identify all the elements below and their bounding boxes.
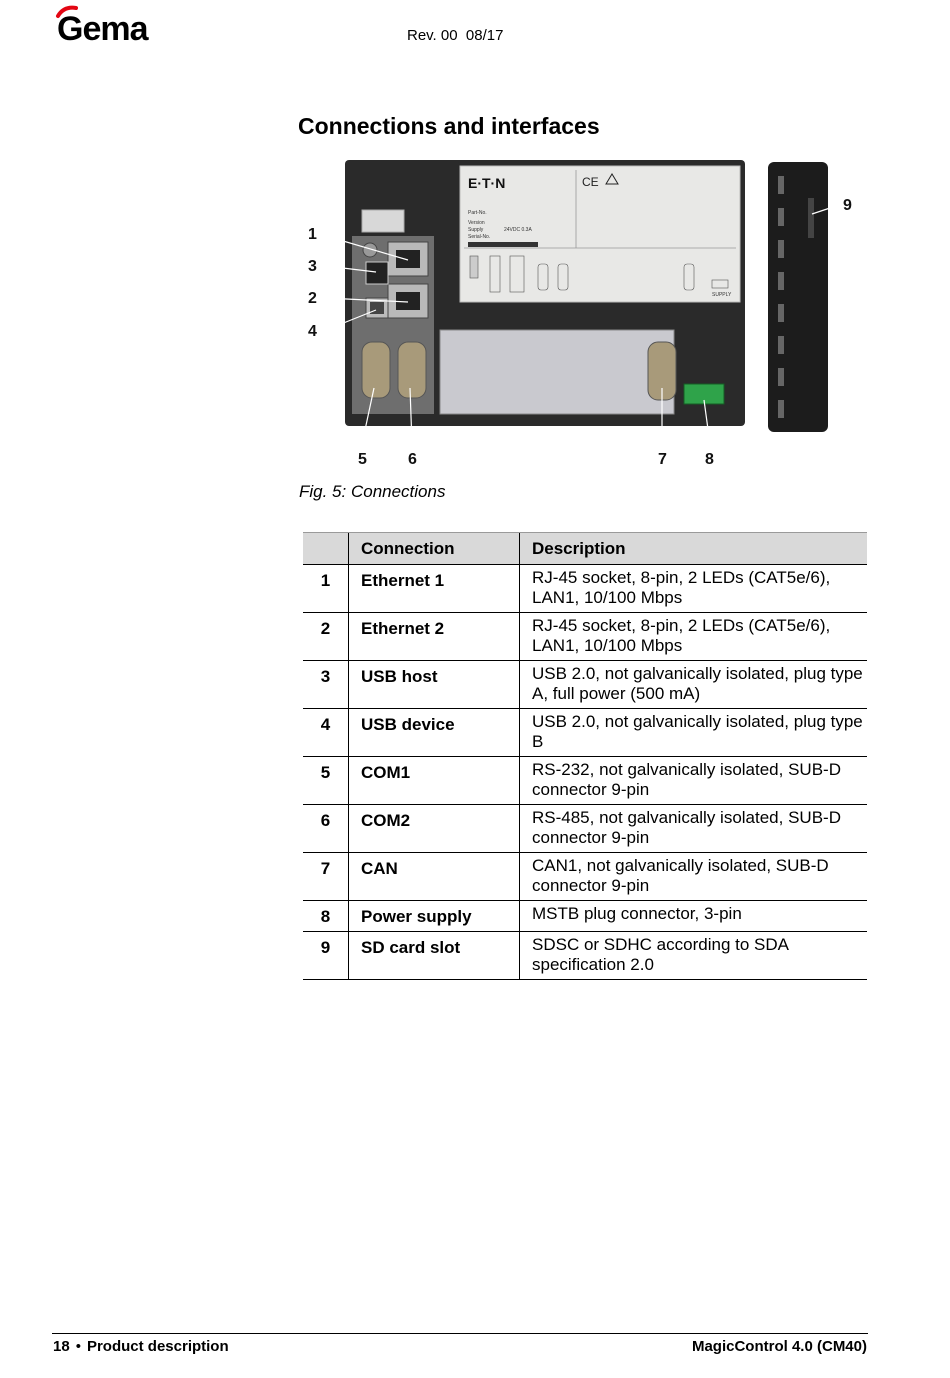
row-connection: SD card slot bbox=[349, 932, 520, 980]
row-connection: COM2 bbox=[349, 805, 520, 853]
row-number: 5 bbox=[320, 763, 331, 782]
row-number: 4 bbox=[320, 715, 331, 734]
row-connection: Ethernet 2 bbox=[349, 613, 520, 661]
footer-section: Product description bbox=[86, 1338, 229, 1355]
callout-3: 3 bbox=[308, 258, 317, 275]
row-connection: Ethernet 1 bbox=[349, 565, 520, 613]
row-connection: Power supply bbox=[349, 901, 520, 932]
row-description: RS-232, not galvanically isolated, SUB-D connector 9-pin bbox=[520, 757, 868, 805]
row-connection: USB host bbox=[349, 661, 520, 709]
table-row bbox=[303, 565, 867, 613]
com1-port bbox=[362, 342, 390, 398]
footer-divider bbox=[52, 1333, 868, 1334]
table-row bbox=[303, 853, 867, 901]
callout-9: 9 bbox=[843, 197, 852, 214]
page-title: Connections and interfaces bbox=[298, 113, 600, 139]
sd-card-slot bbox=[808, 198, 814, 238]
figure-caption: Fig. 5: Connections bbox=[299, 482, 446, 501]
callout-4: 4 bbox=[308, 323, 317, 340]
row-number: 1 bbox=[320, 571, 331, 590]
table-row bbox=[303, 757, 867, 805]
header-connection: Connection bbox=[349, 533, 520, 565]
footer-bullet: • bbox=[75, 1338, 81, 1355]
footer-product: MagicControl 4.0 (CM40) bbox=[691, 1338, 867, 1355]
plate-part-no-label: Part-No. bbox=[468, 210, 487, 216]
row-number: 2 bbox=[320, 619, 331, 638]
row-description: RJ-45 socket, 8-pin, 2 LEDs (CAT5e/6), LAN1, 10/100 Mbps bbox=[520, 613, 868, 661]
table-header-row bbox=[303, 533, 867, 565]
table-row bbox=[303, 661, 867, 709]
header-number bbox=[303, 533, 349, 565]
callout-7: 7 bbox=[658, 451, 667, 468]
connections-table bbox=[303, 532, 867, 980]
plate-version-label: Version bbox=[468, 220, 485, 226]
row-description: RJ-45 socket, 8-pin, 2 LEDs (CAT5e/6), LAN1, 10/100 Mbps bbox=[520, 565, 868, 613]
header-description: Description bbox=[520, 533, 868, 565]
row-number: 9 bbox=[320, 938, 331, 957]
revision-label: Rev. 00 08/17 bbox=[407, 27, 504, 44]
row-connection: USB device bbox=[349, 709, 520, 757]
ce-mark: CE bbox=[582, 175, 599, 189]
row-description: USB 2.0, not galvanically isolated, plug type A, full power (500 mA) bbox=[520, 661, 868, 709]
callout-8: 8 bbox=[705, 451, 714, 468]
device-connections-figure bbox=[300, 152, 865, 472]
row-connection: CAN bbox=[349, 853, 520, 901]
plate-supply-label: Supply bbox=[468, 227, 484, 233]
row-connection: COM1 bbox=[349, 757, 520, 805]
row-number: 3 bbox=[320, 667, 331, 686]
row-description: SDSC or SDHC according to SDA specification 2.0 bbox=[520, 932, 868, 980]
usb-host-port bbox=[366, 262, 388, 284]
table-row bbox=[303, 805, 867, 853]
plate-brand: E·T·N bbox=[468, 175, 506, 191]
table-row bbox=[303, 709, 867, 757]
device-side-view bbox=[768, 162, 828, 432]
gema-logo bbox=[54, 4, 164, 44]
plate-supply-port: SUPPLY bbox=[712, 292, 732, 298]
callout-6: 6 bbox=[408, 451, 417, 468]
row-description: CAN1, not galvanically isolated, SUB-D connector 9-pin bbox=[520, 853, 868, 901]
row-description: USB 2.0, not galvanically isolated, plug type B bbox=[520, 709, 868, 757]
plate-supply-value: 24VDC 0.3A bbox=[504, 227, 532, 233]
sticker bbox=[362, 210, 404, 232]
callout-5: 5 bbox=[358, 451, 367, 468]
row-number: 6 bbox=[320, 811, 331, 830]
row-number: 7 bbox=[320, 859, 331, 878]
plate-serial-label: Serial-No. bbox=[468, 234, 491, 240]
logo-text: Gema bbox=[57, 10, 148, 44]
page-number: 18 bbox=[53, 1338, 70, 1355]
table-row bbox=[303, 613, 867, 661]
callout-1: 1 bbox=[308, 226, 317, 243]
metal-cover bbox=[440, 330, 674, 414]
com2-port bbox=[398, 342, 426, 398]
row-description: RS-485, not galvanically isolated, SUB-D connector 9-pin bbox=[520, 805, 868, 853]
footer-left bbox=[53, 1338, 229, 1355]
barcode bbox=[468, 242, 538, 247]
callout-2: 2 bbox=[308, 290, 317, 307]
row-description: MSTB plug connector, 3-pin bbox=[520, 901, 868, 932]
row-number: 8 bbox=[320, 907, 331, 926]
table-row bbox=[303, 901, 867, 932]
table-row bbox=[303, 932, 867, 980]
